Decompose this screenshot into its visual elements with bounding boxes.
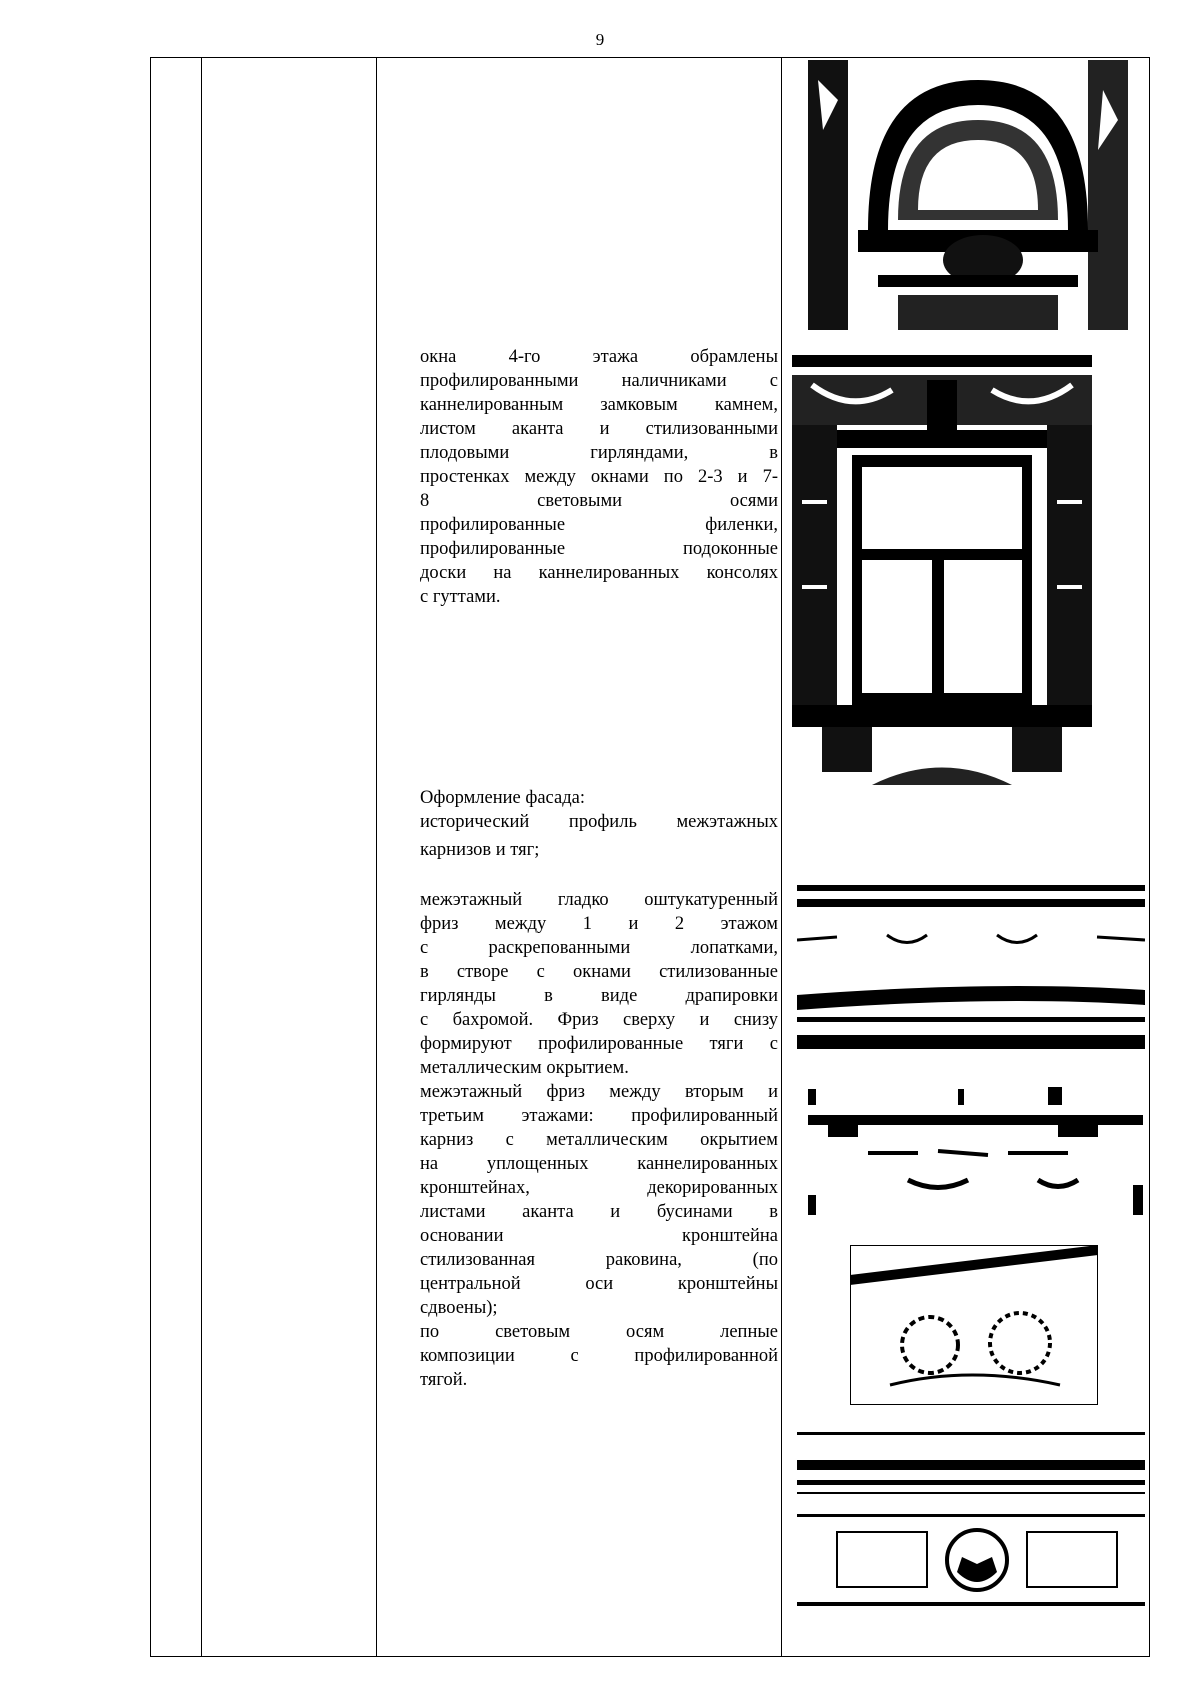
facade-decoration-text [420, 786, 778, 862]
text-line: доски на каннелированных консолях [420, 563, 778, 583]
column-divider [781, 58, 782, 1656]
text-line: основании кронштейна [420, 1226, 778, 1246]
text-line: гирлянды в виде драпировки [420, 986, 778, 1006]
stucco-composition-photo [797, 1432, 1145, 1622]
stucco-wreath-detail-photo [850, 1245, 1098, 1405]
text-line: с бахромой. Фриз сверху и снизу [420, 1010, 778, 1030]
windows-4th-floor-text [420, 345, 778, 609]
text-line: формируют профилированные тяги с [420, 1034, 778, 1054]
column-divider [376, 58, 377, 1656]
text-line: карниз с металлическим окрытием [420, 1130, 778, 1150]
arched-window-pediment-photo [808, 60, 1128, 330]
text-line: карнизов и тяг; [420, 840, 540, 860]
text-line: профилированными наличниками с [420, 371, 778, 391]
text-line: профилированные филенки, [420, 515, 778, 535]
text-line: фриз между 1 и 2 этажом [420, 914, 778, 934]
text-line: листом аканта и стилизованными [420, 419, 778, 439]
text-line: исторический профиль межэтажных [420, 812, 778, 832]
text-line: третьим этажами: профилированный [420, 1106, 778, 1126]
text-line: окна 4-го этажа обрамлены [420, 347, 778, 367]
text-line: на уплощенных каннелированных [420, 1154, 778, 1174]
text-line: с гуттами. [420, 587, 501, 607]
text-line: с раскрепованными лопатками, [420, 938, 778, 958]
text-line: простенках между окнами по 2-3 и 7- [420, 467, 778, 487]
text-line: межэтажный фриз между вторым и [420, 1082, 778, 1102]
text-line: кронштейнах, декорированных [420, 1178, 778, 1198]
text-line: центральной оси кронштейны [420, 1274, 778, 1294]
text-line: плодовыми гирляндами, в [420, 443, 778, 463]
text-line: профилированные подоконные [420, 539, 778, 559]
text-line: стилизованная раковина, (по [420, 1250, 778, 1270]
text-line: листами аканта и бусинами в [420, 1202, 778, 1222]
text-line: металлическим окрытием. [420, 1058, 629, 1078]
text-line: в створе с окнами стилизованные [420, 962, 778, 982]
text-line: межэтажный гладко оштукатуренный [420, 890, 778, 910]
text-line: тягой. [420, 1370, 468, 1390]
text-line: по световым осям лепные [420, 1322, 778, 1342]
page-number: 9 [595, 30, 605, 49]
cornice-brackets-photo [808, 1085, 1143, 1215]
text-line: сдвоены); [420, 1298, 498, 1318]
column-divider [201, 58, 202, 1656]
facade-heading: Оформление фасада: [420, 788, 585, 808]
frieze-floors-1-2-photo [797, 885, 1145, 1065]
frieze-text [420, 888, 778, 1392]
fourth-floor-window-photo [792, 355, 1092, 785]
text-line: 8 световыми осями [420, 491, 778, 511]
text-line: каннелированным замковым камнем, [420, 395, 778, 415]
text-line: композиции с профилированной [420, 1346, 778, 1366]
